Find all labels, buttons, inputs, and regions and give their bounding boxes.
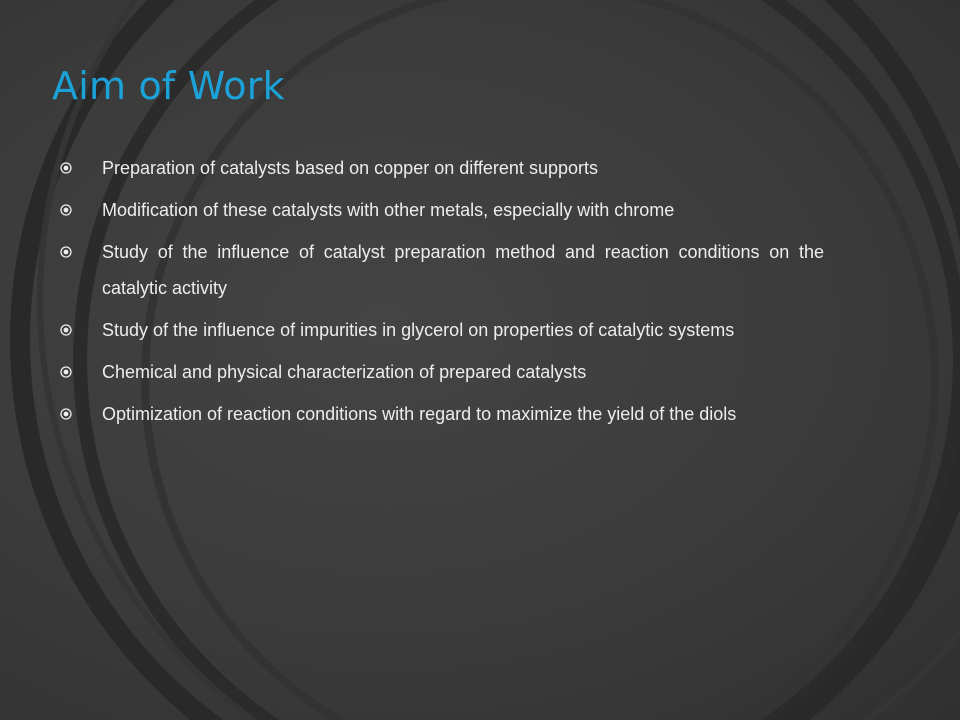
bullet-item [60,354,824,390]
circled-dot-icon [60,204,72,216]
bullet-item [60,192,824,228]
bullet-item [60,234,824,306]
slide-title: Aim of Work [52,64,285,108]
bullet-text: Study of the influence of impurities in glycerol on properties of catalytic systems [102,320,735,340]
circled-dot-icon [60,324,72,336]
circled-dot-icon [60,246,72,258]
bullet-text: Chemical and physical characterization of prepared catalysts [102,362,587,382]
bullet-item [60,396,824,432]
bullet-text: Optimization of reaction conditions with regard to maximize the yield of the diols [102,404,737,424]
bullet-item [60,150,824,186]
bullet-text: Study of the influence of catalyst preparation method and reaction conditions on the catalytic activity [102,242,824,298]
circled-dot-icon [60,408,72,420]
circled-dot-icon [60,162,72,174]
bullet-list [60,150,824,438]
bullet-text: Modification of these catalysts with other metals, especially with chrome [102,200,675,220]
bullet-item [60,312,824,348]
circled-dot-icon [60,366,72,378]
bullet-text: Preparation of catalysts based on copper on different supports [102,158,598,178]
